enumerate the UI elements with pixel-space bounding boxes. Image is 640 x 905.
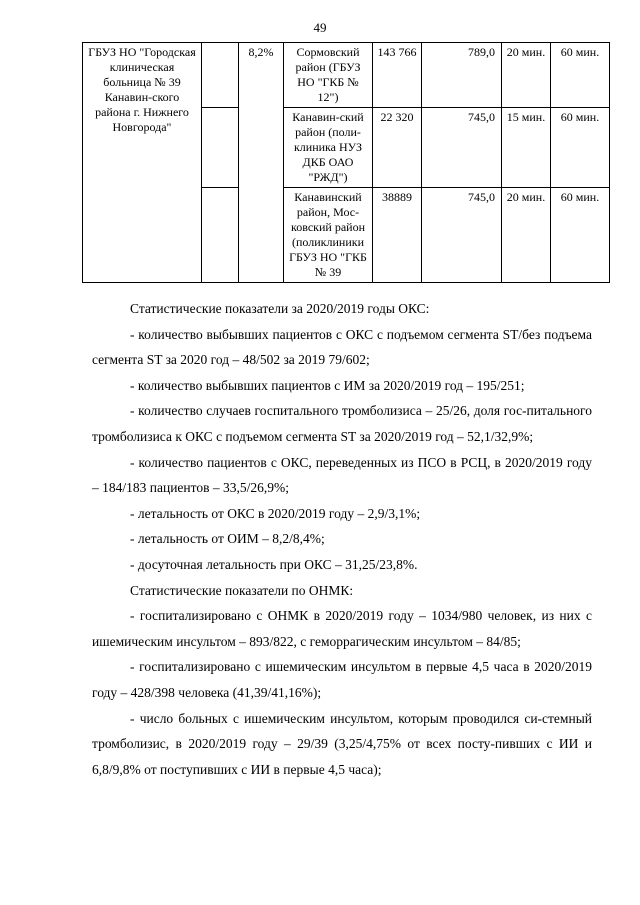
empty-cell <box>202 188 239 283</box>
empty-cell <box>202 43 239 108</box>
distance-cell: 745,0 <box>422 188 502 283</box>
list-item: - летальность от ОКС в 2020/2019 году – 2,9/3,1%; <box>130 505 421 521</box>
time-cell: 15 мин. <box>502 108 551 188</box>
area-cell: Сормовский район (ГБУЗ НО "ГКБ № 12") <box>284 43 373 108</box>
page-number: 49 <box>313 20 327 35</box>
hospital-table <box>82 42 610 283</box>
list-item: - число больных с ишемическим инсультом, которым проводился си-стемный тромболизис, в 2020/2019 году – 29/39 (3,25/4,75% от всех посту-пивших с ИИ и 6,8/9,8% от поступивших с ИИ в первые 4,5 часа); <box>92 710 592 777</box>
list-item: - количество выбывших пациентов с ОКС с подъемом сегмента ST/без подъема сегмента ST за 2020 год – 48/502 за 2019 79/602; <box>92 326 592 368</box>
body-text <box>92 296 592 782</box>
area-cell: Канавинский район, Мос-ковский район (поликлиники ГБУЗ НО "ГКБ № 39 <box>284 188 373 283</box>
area-cell: Канавин-ский район (поли-клиника НУЗ ДКБ ОАО "РЖД") <box>284 108 373 188</box>
distance-cell: 745,0 <box>422 108 502 188</box>
empty-cell <box>202 108 239 188</box>
population-cell: 143 766 <box>373 43 422 108</box>
organization-cell: ГБУЗ НО "Городская клиническая больница № 39 Канавин-ского района г. Нижнего Новгорода" <box>83 43 202 283</box>
time-cell: 20 мин. <box>502 43 551 108</box>
list-item: - количество пациентов с ОКС, переведенных из ПСО в РСЦ, в 2020/2019 году – 184/183 пациентов – 33,5/26,9%; <box>92 454 592 496</box>
time-cell: 20 мин. <box>502 188 551 283</box>
list-item: - количество выбывших пациентов с ИМ за 2020/2019 год – 195/251; <box>130 377 525 393</box>
list-item: - летальность от ОИМ – 8,2/8,4%; <box>130 531 325 547</box>
section-heading: Статистические показатели по ОНМК: <box>130 582 354 598</box>
time-cell: 60 мин. <box>551 188 610 283</box>
list-item: - госпитализировано с ОНМК в 2020/2019 году – 1034/980 человек, из них с ишемическим инсультом – 893/822, с геморрагическим инсультом – 84/85; <box>92 608 592 649</box>
population-cell: 22 320 <box>373 108 422 188</box>
percent-cell: 8,2% <box>239 43 284 283</box>
time-cell: 60 мин. <box>551 43 610 108</box>
list-item: - количество случаев госпитального тромболизиса – 25/26, доля гос-питального тромболизиса к ОКС с подъемом сегмента ST за 2020/2019 год – 52,1/32,9%; <box>92 403 592 444</box>
list-item: - госпитализировано с ишемическим инсультом в первые 4,5 часа в 2020/2019 году – 428/398 человека (41,39/41,16%); <box>92 659 592 700</box>
time-cell: 60 мин. <box>551 108 610 188</box>
list-item: - досуточная летальность при ОКС – 31,25/23,8%. <box>130 556 418 572</box>
population-cell: 38889 <box>373 188 422 283</box>
table-row <box>83 43 610 108</box>
distance-cell: 789,0 <box>422 43 502 108</box>
section-heading: Статистические показатели за 2020/2019 годы ОКС: <box>130 301 430 316</box>
